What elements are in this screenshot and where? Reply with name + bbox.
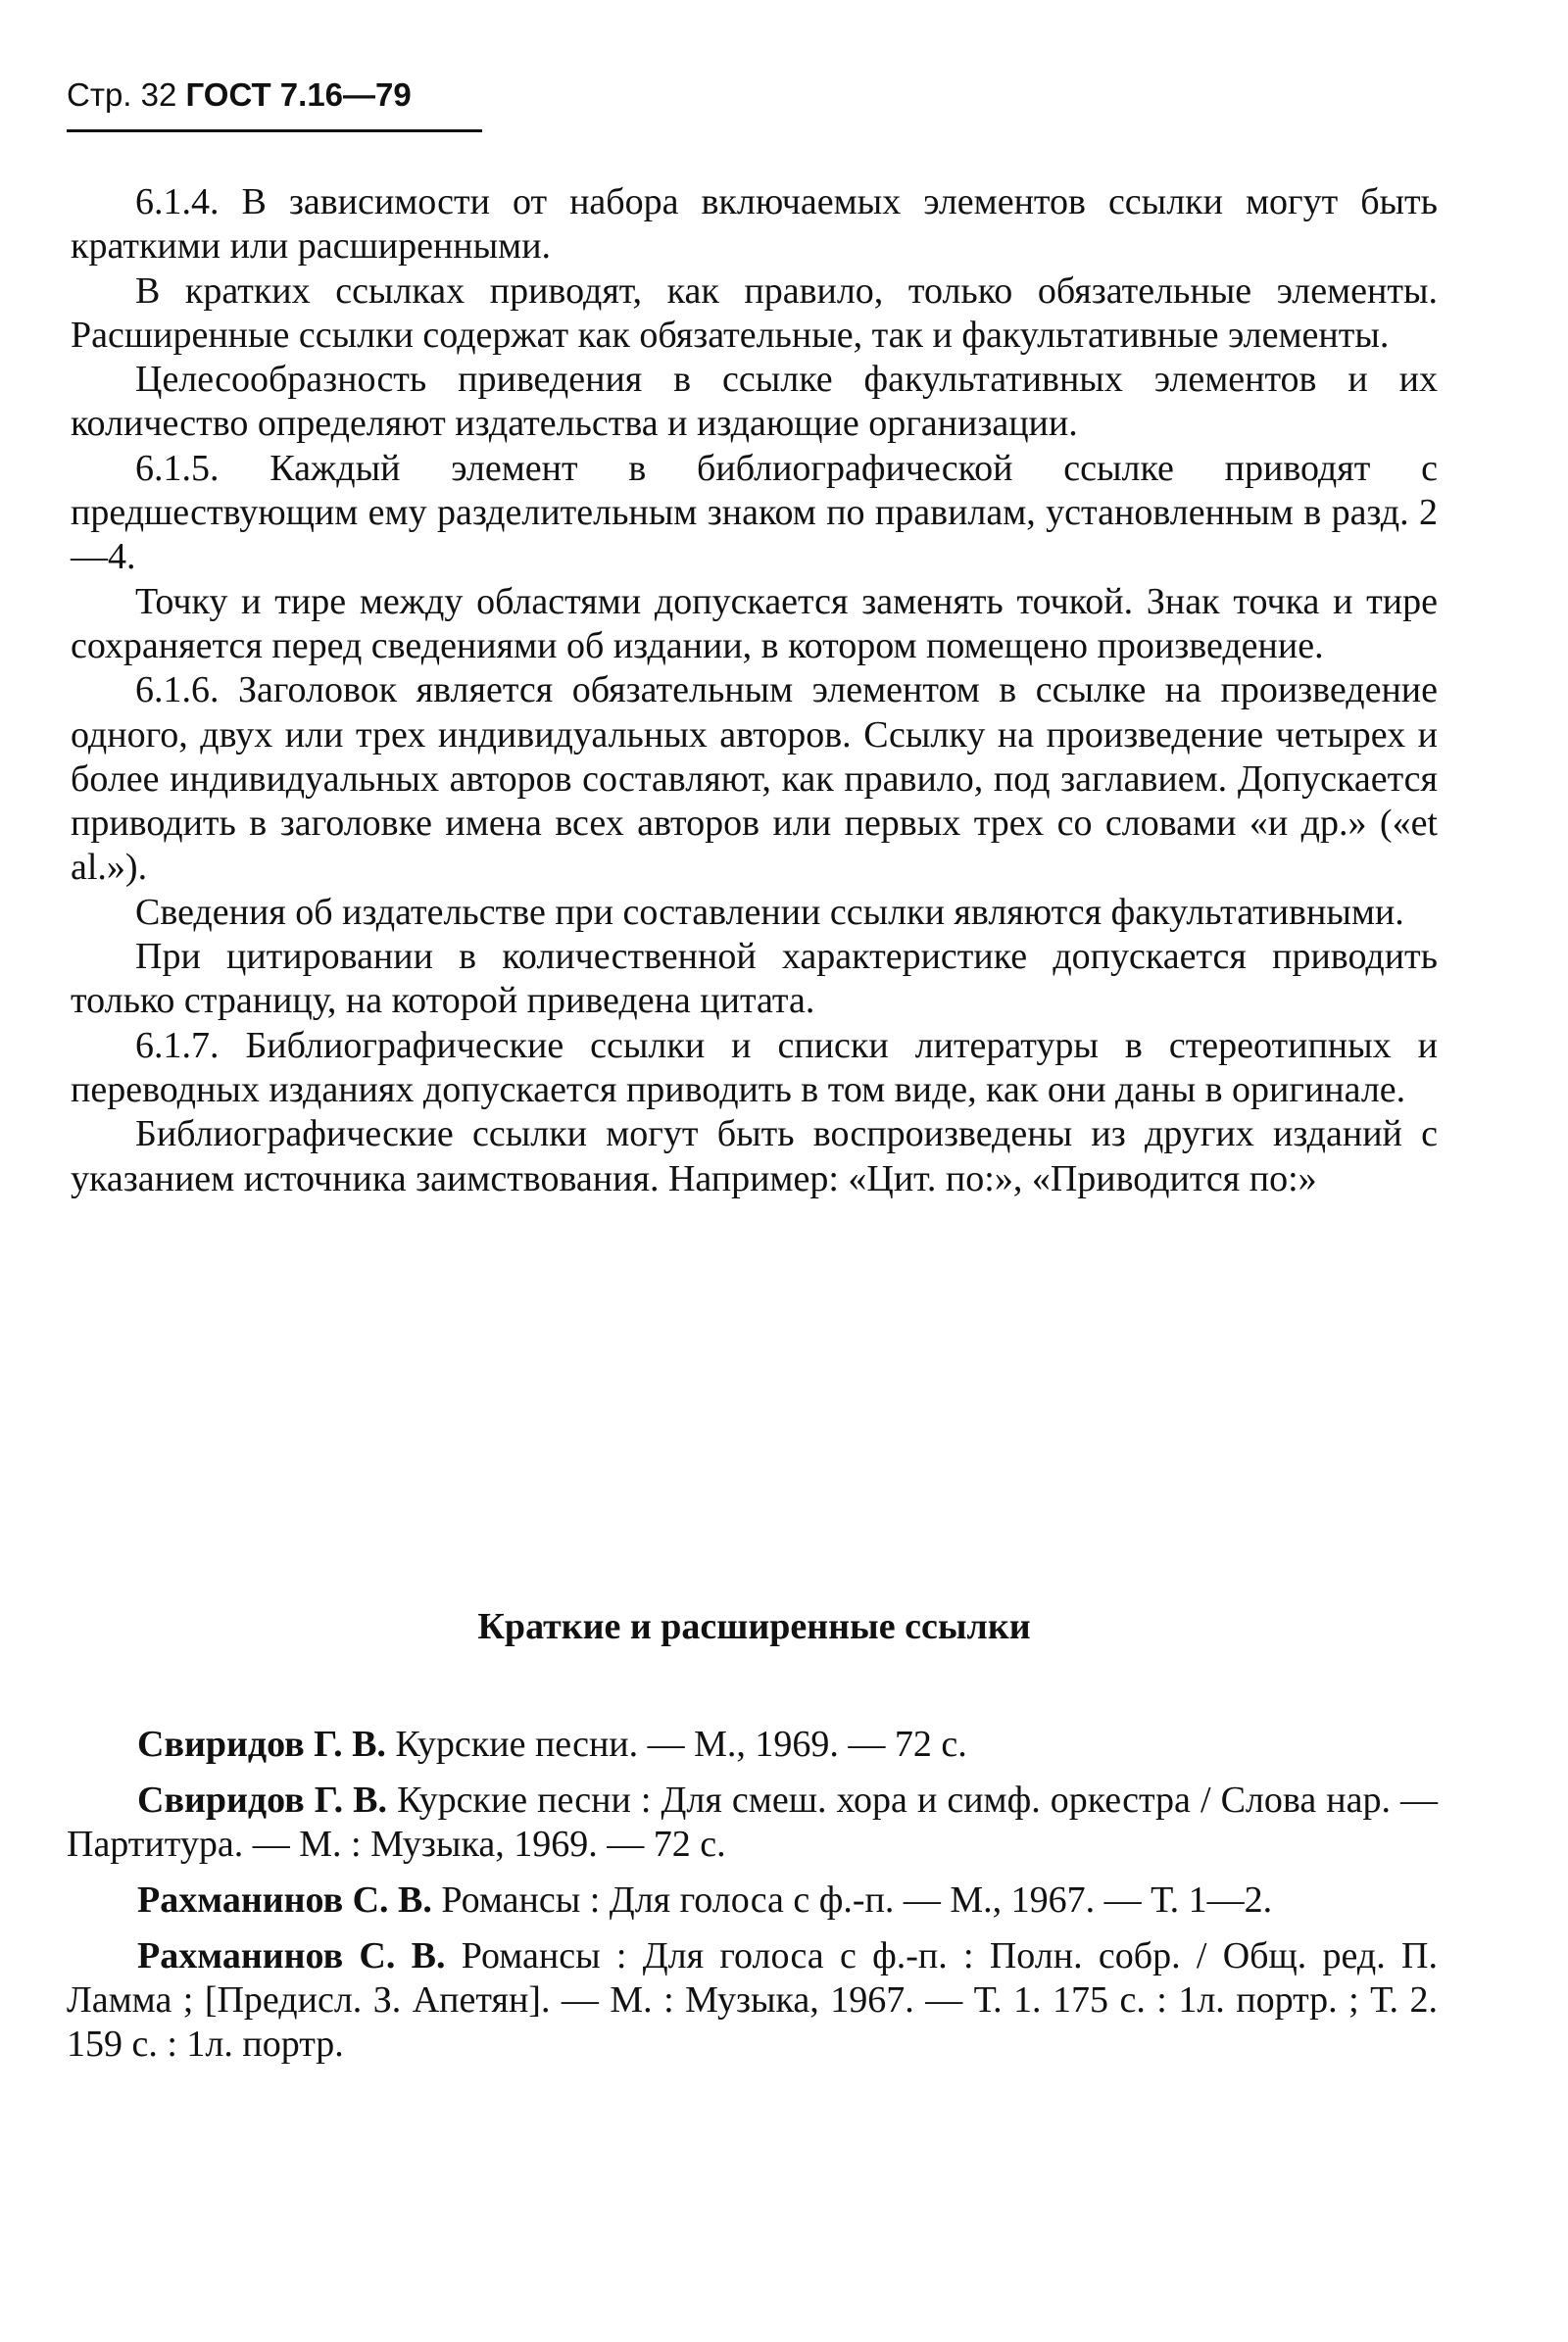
standard-code: ГОСТ 7.16—79 <box>185 76 412 113</box>
example-text: Курские песни : Для смеш. хора и симф. оркестра / Слова нар. — Партитура. — М. : Музыка, 1969. — 72 с. <box>67 1780 1438 1865</box>
example-list <box>67 1723 1438 2078</box>
paragraph: Целесообразность приведения в ссылке факультативных элементов и их количество определяют издательства и издающие организации. <box>71 359 1438 445</box>
section-title: Краткие и расширенные ссылки <box>477 1606 1031 1647</box>
body-text <box>71 180 1438 1201</box>
example-author: Свиридов Г. В. <box>137 1724 386 1765</box>
paragraph: 6.1.5. Каждый элемент в библиографической ссылке приводят с предшествующим ему разделительным знаком по правилам, установленным в разд. 2—4. <box>71 447 1438 578</box>
example-author: Рахманинов С. В. <box>137 1879 432 1921</box>
paragraph: Сведения об издательстве при составлении ссылки являются факультативными. <box>135 891 1404 933</box>
paragraph: В кратких ссылках приводят, как правило, только обязательные элементы. Расширенные ссылки содержат как обязательные, так и факультативные элементы. <box>71 269 1438 356</box>
paragraph: При цитировании в количественной характеристике допускается приводить только страницу, на которой приведена цитата. <box>71 936 1438 1022</box>
page-label: Стр. <box>67 76 132 113</box>
example-text: Курские песни. — М., 1969. — 72 с. <box>385 1724 967 1765</box>
paragraph: 6.1.4. В зависимости от набора включаемых элементов ссылки могут быть краткими или расширенными. <box>71 181 1438 268</box>
example-text: Романсы : Для голоса с ф.-п. — М., 1967. — Т. 1—2. <box>431 1879 1273 1921</box>
example-entry <box>67 1723 1438 1767</box>
example-entry <box>67 1779 1438 1867</box>
example-entry <box>67 1934 1438 2067</box>
example-author: Рахманинов С. В. <box>137 1935 446 1976</box>
paragraph: Библиографические ссылки могут быть воспроизведены из других изданий с указанием источника заимствования. Например: «Цит. по:», «Приводится по:» <box>71 1113 1438 1199</box>
paragraph: 6.1.7. Библиографические ссылки и списки литературы в стереотипных и переводных изданиях допускается приводить в том виде, как они даны в оригинале. <box>71 1024 1438 1110</box>
example-entry <box>67 1878 1438 1923</box>
page-number: 32 <box>140 76 177 113</box>
example-text: Романсы : Для голоса с ф.-п. : Полн. собр. / Общ. ред. П. Ламма ; [Предисл. З. Апетян]. — М. : Музыка, 1967. — Т. 1. 175 с. : 1л. портр. ; Т. 2. 159 с. : 1л. портр. <box>67 1935 1438 2065</box>
paragraph: Точку и тире между областями допускается заменять точкой. Знак точка и тире сохраняется перед сведениями об издании, в котором помещено произведение. <box>71 580 1438 666</box>
example-author: Свиридов Г. В. <box>137 1780 388 1821</box>
page-header <box>67 76 482 114</box>
paragraph: 6.1.6. Заголовок является обязательным элементом в ссылке на произведение одного, двух или трех индивидуальных авторов. Ссылку на произведение четырех и более индивидуальных авторов составляют, как правило, под заглавием. Допускается приводить в заголовке имена всех авторов или первых трех со словами «и др.» («et al.»). <box>71 669 1438 889</box>
header-rule <box>67 129 482 132</box>
